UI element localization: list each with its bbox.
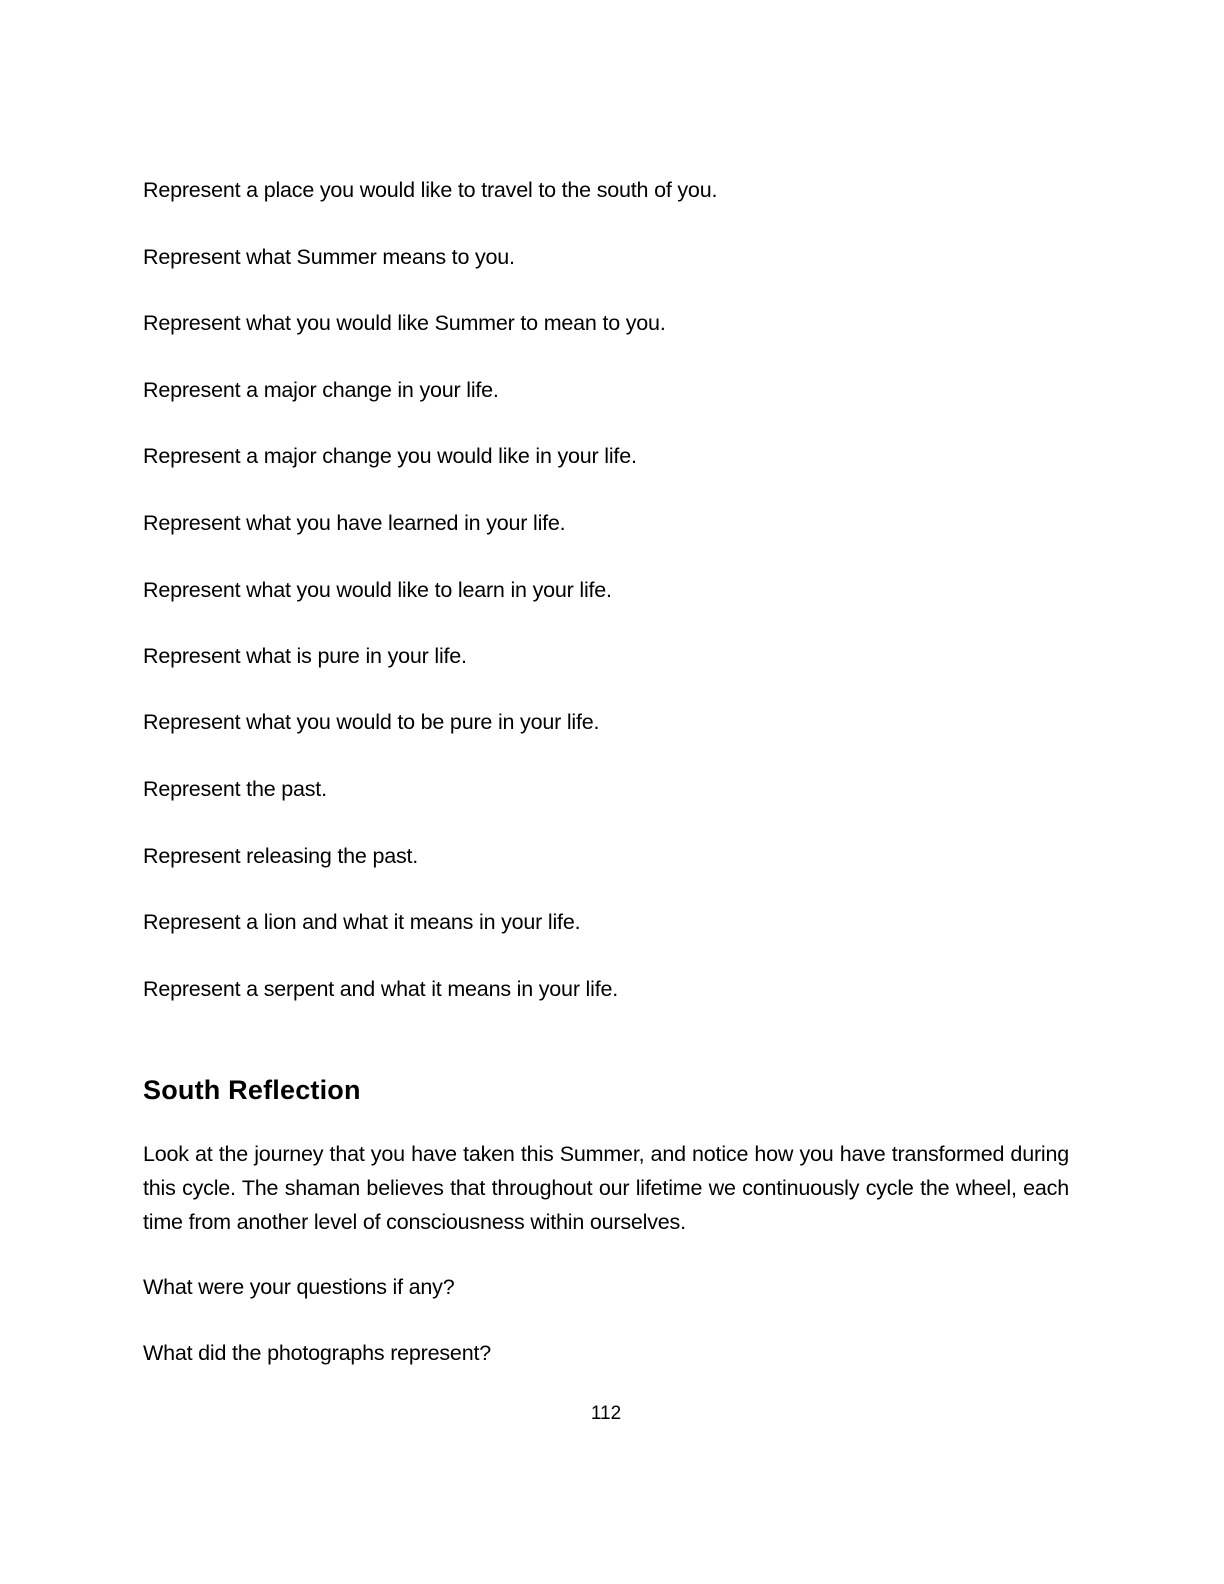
section-heading: South Reflection	[143, 1075, 361, 1105]
prompt-line: Represent what Summer means to you.	[143, 245, 515, 269]
reflection-question: What were your questions if any?	[143, 1275, 455, 1299]
prompt-line: Represent what you would like to learn in your life.	[143, 578, 612, 602]
prompt-line: Represent what you have learned in your life.	[143, 511, 566, 535]
reflection-question: What did the photographs represent?	[143, 1341, 491, 1365]
prompt-line: Represent a place you would like to travel to the south of you.	[143, 178, 718, 202]
prompt-line: Represent what is pure in your life.	[143, 644, 467, 668]
prompt-line: Represent a major change you would like in your life.	[143, 444, 637, 468]
prompt-line: Represent a major change in your life.	[143, 378, 499, 402]
reflection-paragraph: Look at the journey that you have taken this Summer, and notice how you have transformed during this cycle. The shaman believes that throughout our lifetime we continuously cycle the wheel, each time from another level of consciousness within ourselves.	[143, 1142, 1069, 1234]
prompt-line: Represent the past.	[143, 777, 327, 801]
prompt-line: Represent what you would to be pure in your life.	[143, 710, 600, 734]
prompt-line: Represent a lion and what it means in your life.	[143, 910, 581, 934]
prompt-line: Represent what you would like Summer to mean to you.	[143, 311, 666, 335]
prompt-line: Represent releasing the past.	[143, 844, 419, 868]
prompt-line: Represent a serpent and what it means in your life.	[143, 977, 619, 1001]
page-number: 112	[590, 1403, 622, 1424]
